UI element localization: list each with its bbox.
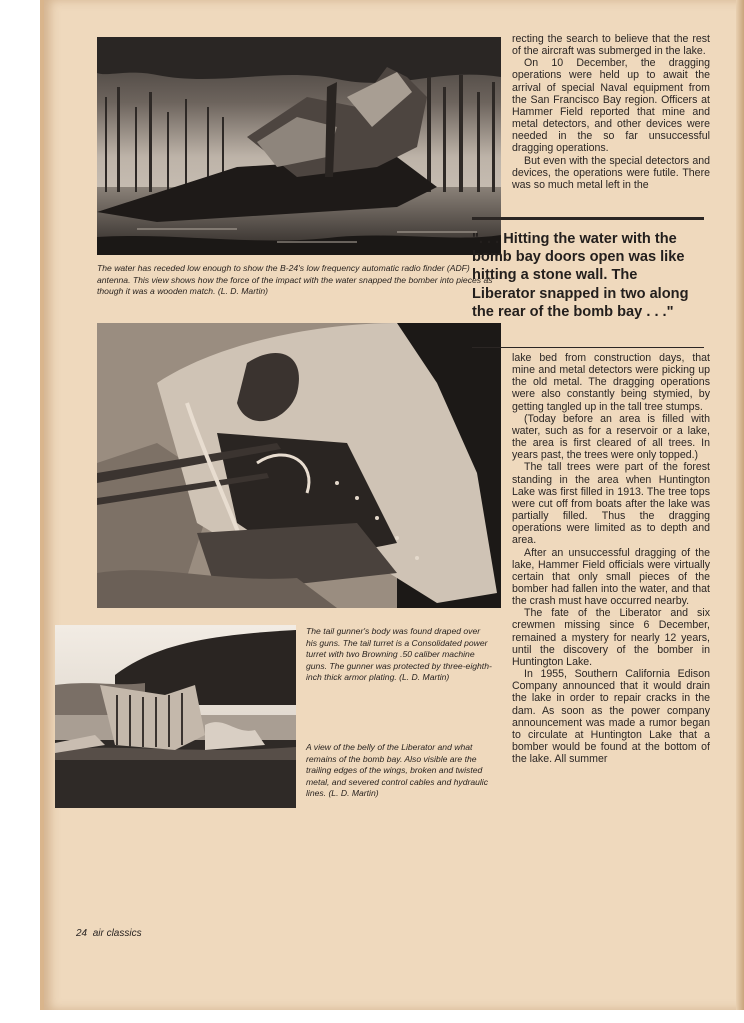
paragraph: lake bed from construction days, that mine and metal detectors were picking up the old metal. The dragging operations were also constantly being stymied, by getting tangled up in the tall tree stumps.	[512, 352, 710, 413]
paragraph: On 10 December, the dragging operations were held up to await the arrival of special Naval equipment from the San Francisco Bay region. Officers at Hammer Field reported that mine and metal detectors, and other devices were needed in the so far unsuccessful dragging operations.	[512, 57, 710, 155]
pull-quote: ". . . Hitting the water with the bomb bay doors open was like hitting a stone wall. The Liberator snapped in two along the rear of the bomb bay . . ."	[472, 217, 704, 321]
magazine-name: air classics	[92, 928, 142, 939]
page-edge	[736, 0, 744, 1010]
paragraph: The tall trees were part of the forest standing in the area when Huntington Lake was first filled in 1913. The tree tops were cut off from boats after the lake was partially filled. Thus the dragging operations were limited as to depth and area.	[512, 461, 710, 547]
caption-adf: The water has receded low enough to show the B-24's low frequency automatic radio finder (ADF) antenna. This view shows how the force of the impact with the water snapped the bomber into pieces as though it was a wooden match. (L. D. Martin)	[97, 263, 493, 297]
paragraph: recting the search to believe that the rest of the aircraft was submerged in the lake.	[512, 33, 710, 58]
paragraph: After an unsuccessful dragging of the lake, Hammer Field officials were virtually certain that only small pieces of the bomber had fallen into the water, and that the crash must have occurred nearby.	[512, 546, 710, 608]
article-column-top	[512, 33, 710, 191]
paragraph: The fate of the Liberator and six crewmen missing since 6 December, remained a mystery for nearly 12 years, until the discovery of the bomber in Huntington Lake.	[512, 607, 710, 668]
article-column-bottom	[512, 352, 710, 765]
caption-tail-gunner: The tail gunner's body was found draped over his guns. The tail turret is a Consolidated power turret with two Browning .50 caliber machine guns. The gunner was protected by three-eighth-inch thick armor plating. (L. D. Martin)	[306, 626, 492, 683]
paragraph: But even with the special detectors and devices, the operations were futile. There was so much metal left in the	[512, 154, 710, 191]
page-number: 24	[76, 928, 88, 939]
caption-belly: A view of the belly of the Liberator and what remains of the bomb bay. Also visible are the trailing edges of the wings, broken and twisted metal, and severed control cables and hydraulic lines. (L. D. Martin)	[306, 742, 489, 799]
pull-quote-divider	[472, 347, 704, 348]
page-folio	[76, 928, 142, 939]
paragraph: (Today before an area is filled with water, such as for a reservoir or a lake, the area is first cleared of all trees. In years past, the trees were only topped.)	[512, 412, 710, 462]
photo-belly-bomb-bay	[55, 625, 296, 808]
paragraph: In 1955, Southern California Edison Company announced that it would drain the lake in order to repair cracks in the dam. As soon as the power company announcement was made a rumor began to circulate at Huntington Lake that a bomber would be found at the bottom of the lake. All summer	[512, 668, 710, 766]
photo-tail-turret	[97, 323, 501, 608]
photo-adf-antenna-wreck	[97, 37, 501, 255]
